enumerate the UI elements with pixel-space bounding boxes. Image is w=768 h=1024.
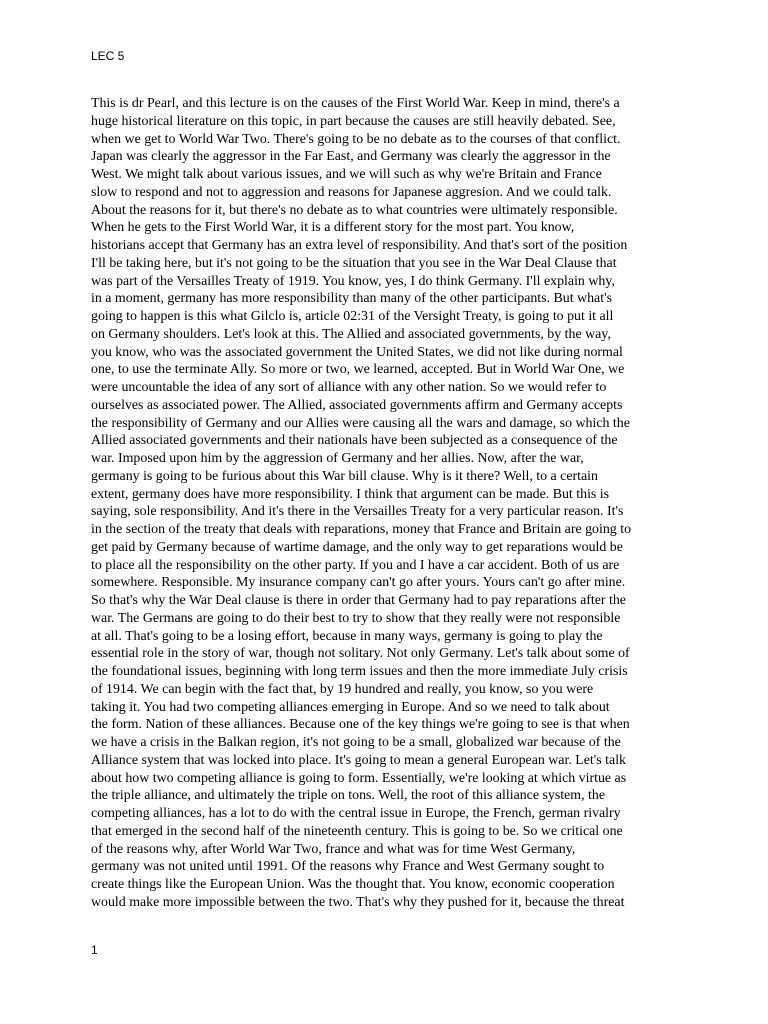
transcript-line: the foundational issues, beginning with long term issues and then the more immediate July crisis	[91, 664, 628, 679]
transcript-line: one, to use the terminate Ally. So more or two, we learned, accepted. But in World War One, we	[91, 362, 625, 378]
transcript-line: When he gets to the First World War, it is a different story for the most part. You know,	[91, 220, 575, 236]
transcript-line: competing alliances, has a lot to do with the central issue in Europe, the French, german rivalry	[91, 806, 621, 821]
transcript-line: in a moment, germany has more responsibility than many of the other participants. But what's	[91, 291, 612, 307]
transcript-line: in the section of the treaty that deals with reparations, money that France and Britain are going to	[91, 522, 632, 537]
transcript-line: saying, sole responsibility. And it's there in the Versailles Treaty for a very particular reason. It's	[91, 504, 624, 520]
transcript-line: About the reasons for it, but there's no debate as to what countries were ultimately responsible.	[91, 202, 618, 218]
transcript-line: Allied associated governments and their nationals have been subjected as a consequence of the	[91, 433, 618, 449]
transcript-line: ourselves as associated power. The Allied, associated governments affirm and Germany accepts	[91, 397, 623, 413]
transcript-line: extent, germany does have more responsibility. I think that argument can be made. But this is	[91, 486, 610, 502]
transcript-line: West. We might talk about various issues, and we will such as why we're Britain and France	[91, 167, 602, 182]
transcript-line: Alliance system that was locked into place. It's going to mean a general European war. Let's talk	[91, 752, 626, 768]
transcript-line: would make more impossible between the two. That's why they pushed for it, because the threat	[91, 894, 625, 910]
transcript-line: when we get to World War Two. There's going to be no debate as to the courses of that conflict.	[91, 131, 621, 147]
transcript-line: we have a crisis in the Balkan region, it's not going to be a small, globalized war because of the	[91, 735, 621, 750]
transcript-line: Japan was clearly the aggressor in the Far East, and Germany was clearly the aggressor in the	[91, 149, 611, 165]
page-header: LEC 5	[91, 49, 125, 63]
transcript-line: germany is going to be furious about this War bill clause. Why is it there? Well, to a certain	[91, 468, 598, 484]
transcript-line: were uncountable the idea of any sort of alliance with any other nation. So we would refer to	[91, 380, 607, 395]
transcript-line: historians accept that Germany has an extra level of responsibility. And that's sort of the position	[91, 238, 628, 253]
transcript-line: somewhere. Responsible. My insurance company can't go after yours. Yours can't go after mine.	[91, 575, 626, 591]
transcript-line: of the reasons why, after World War Two, france and what was for time West Germany,	[91, 841, 576, 857]
transcript-line: at all. That's going to be a losing effort, because in many ways, germany is going to play the	[91, 628, 603, 644]
transcript-line: essential role in the story of war, though not solitary. Not only Germany. Let's talk about some of	[91, 646, 630, 662]
transcript-line: So that's why the War Deal clause is there in order that Germany had to pay reparations after the	[91, 593, 626, 608]
transcript-line: germany was not united until 1991. Of the reasons why France and West Germany sought to	[91, 859, 605, 875]
transcript-line: of 1914. We can begin with the fact that, by 19 hundred and really, you know, so you were	[91, 681, 594, 697]
transcript-line: get paid by Germany because of wartime damage, and the only way to get reparations would be	[91, 539, 623, 555]
transcript-line: taking it. You had two competing alliances emerging in Europe. And so we need to talk about	[91, 699, 610, 715]
transcript-line: about how two competing alliance is going to form. Essentially, we're looking at which virtue as	[91, 770, 627, 786]
transcript-line: that emerged in the second half of the nineteenth century. This is going to be. So we critical one	[91, 823, 623, 839]
transcript-line: slow to respond and not to aggression and reasons for Japanese aggresion. And we could talk.	[91, 184, 612, 200]
transcript-line: the triple alliance, and ultimately the triple on tons. Well, the root of this alliance system, the	[91, 788, 605, 804]
transcript-line: going to happen is this what Gilclo is, article 02:31 of the Versight Treaty, is going to put it all	[91, 309, 614, 324]
transcript-line: war. The Germans are going to do their best to try to show that they really were not responsible	[91, 610, 621, 626]
transcript-line: on Germany shoulders. Let's look at this. The Allied and associated governments, by the way,	[91, 326, 611, 342]
transcript-line: war. Imposed upon him by the aggression of Germany and her allies. Now, after the war,	[91, 451, 584, 466]
page-number: 1	[91, 943, 98, 957]
transcript-line: was part of the Versailles Treaty of 1919. You know, yes, I do think Germany. I'll explain why,	[91, 273, 615, 289]
transcript-line: I'll be taking here, but it's not going to be the situation that you see in the War Deal Clause that	[91, 255, 617, 271]
transcript-line: the form. Nation of these alliances. Because one of the key things we're going to see is that when	[91, 717, 630, 733]
transcript-line: This is dr Pearl, and this lecture is on the causes of the First World War. Keep in mind, there's a	[91, 96, 620, 111]
transcript-line: create things like the European Union. Was the thought that. You know, economic cooperation	[91, 877, 615, 892]
transcript-line: huge historical literature on this topic, in part because the causes are still heavily debated. See,	[91, 113, 616, 129]
transcript-line: you know, who was the associated government the United States, we did not like during normal	[91, 344, 623, 360]
transcript-line: the responsibility of Germany and our Allies were causing all the wars and damage, so which the	[91, 415, 630, 431]
transcript-line: to place all the responsibility on the other party. If you and I have a car accident. Both of us are	[91, 557, 620, 573]
lecture-transcript	[91, 95, 679, 912]
